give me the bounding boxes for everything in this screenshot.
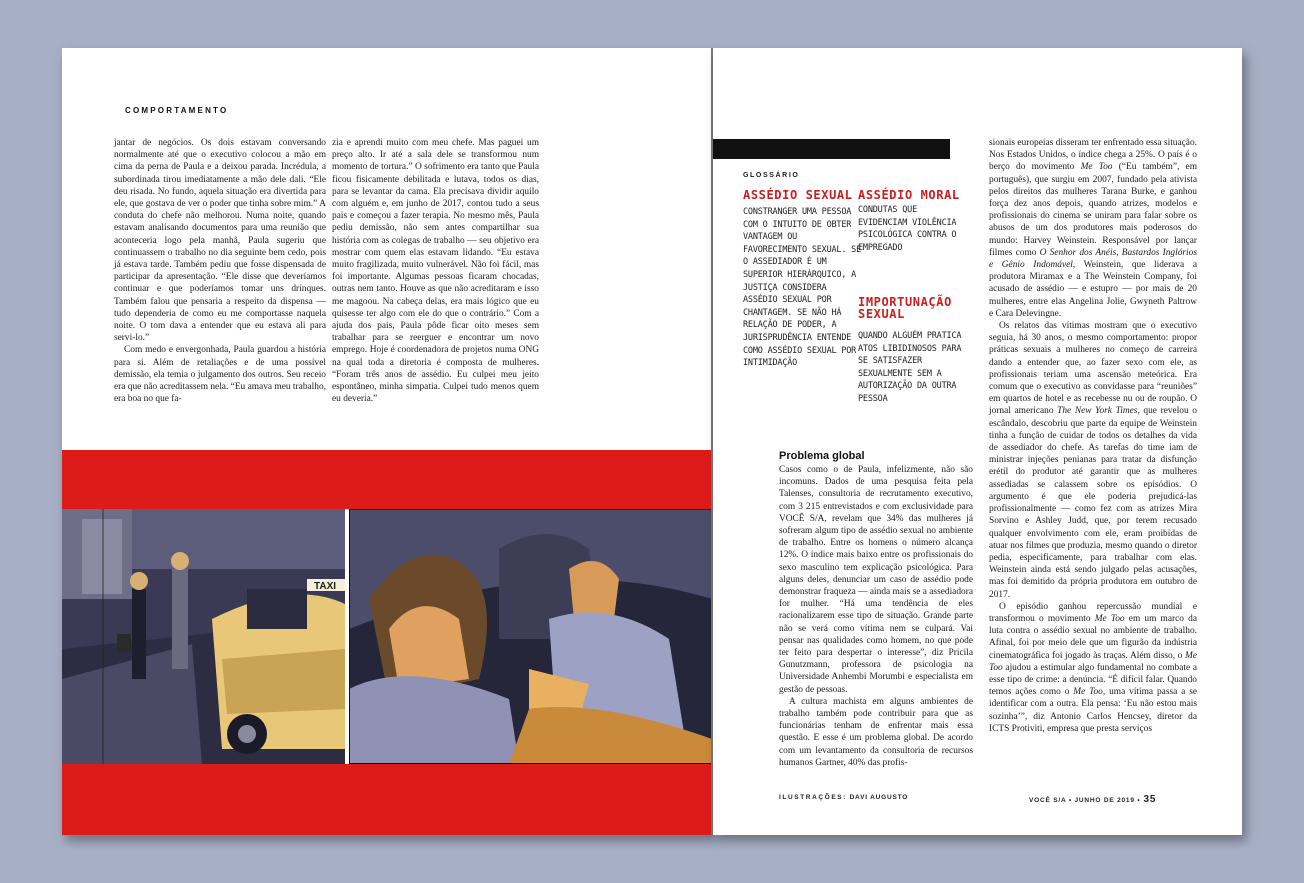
- car-interior-art: [349, 509, 712, 764]
- folio: VOCÊ S/A • JUNHO DE 2019 • 35: [1029, 794, 1157, 805]
- paragraph: jantar de negócios. Os dois estavam conversando normalmente até que o executivo colocou a mão em cima da perna de Paula e a deixou parada. Incrédula, a subordinada tirou imediatamente a mão dele dali. “Ele deu risada. No fundo, aquela situação era divertida para ele, que gostava de ver o poder que tinha sobre mim.” A conduta do chefe não melhorou. Numa noite, quando estavam analisando documentos para uma reunião que aconteceria logo pela manhã, Paula sugeriu que continuassem o trabalho no dia seguinte bem cedo, pois já estava tarde. Também pediu que fosse dispensada de participar da apresentação. “Ele disse que deveríamos continuar e que poderíamos tomar uns drinques. Também falou que pensaria a respeito da dispensa — tudo dependeria de como eu me comportasse naquela noite. O tom dava a entender que eu estava ali para servi-lo.”: [114, 138, 326, 344]
- glossary-definition: CONDUTAS QUE EVIDENCIAM VIOLÊNCIA PSICOLÓGICA CONTRA O EMPREGADO: [858, 205, 957, 253]
- illustration-street-taxi: [62, 509, 345, 764]
- street-taxi-art: [62, 509, 345, 764]
- paragraph: A cultura machista em alguns ambientes de trabalho também pode contribuir para que as funcionárias tenham de enfrentar mais essa questão. E esse é um problema global. De acordo com um levantamento da consultoria de recursos humanos Gartner, 40% das profis-: [779, 696, 973, 768]
- glossary-black-bar: [713, 139, 950, 159]
- right-page: [713, 48, 1242, 835]
- glossary-term-importunacao-sexual: IMPORTUNAÇÃO SEXUAL: [858, 295, 952, 321]
- subheading: Problema global: [779, 450, 865, 462]
- red-band-bottom: [62, 764, 712, 835]
- left-column-1: [114, 137, 326, 405]
- paragraph: O episódio ganhou repercussão mundial e transformou o movimento Me Too em um marco da luta contra o assédio sexual no ambiente de trabalho. Afinal, foi por meio dele que um figurão da indústria cinematográfica foi jogado às traças. Além disso, o Me Too ajudou a estimular algo fundamental no combate a esse tipo de crime: a denúncia. “É difícil falar. Quando temos ações como o Me Too, uma vítima passa a se identificar com a outra. Ela pensa: ‘Eu não estou mais sozinha’”, diz Antonio Carlos Hencsey, diretor da ICTS Protiviti, empresa que presta serviços: [989, 601, 1198, 734]
- right-column-1: [779, 450, 973, 769]
- paragraph: Casos como o de Paula, infelizmente, não são incomuns. Dados de uma pesquisa feita pela Talenses, consultoria de recrutamento executivo, com 3 215 entrevistados e com exclusividade para VOCÊ S/A, revelam que 34% das mulheres já sofreram algum tipo de assédio sexual no ambiente de trabalho. Entre os homens o número alcança 12%. O índice mais baixo entre os profissionais do sexo masculino tem explicação psicológica. Para alguns deles, denunciar um caso de assédio pode demonstrar fraqueza — ainda mais se a assediadora for mulher. “Há uma tendência de eles racionalizarem esse tipo de situação. Grande parte não se verá como vítima nem se culpará. Vai pensar nas qualidades como homem, no que pode ter feito para despertar o interesse”, diz Pricila Gunutzmann, professora de psicologia na Universidade Anhembi Morumbi e especialista em gestão de pessoas.: [779, 465, 973, 695]
- taxi-sign: TAXI: [314, 581, 337, 592]
- red-band-top: [62, 450, 712, 509]
- paragraph: Com medo e envergonhada, Paula guardou a história para si. Além de retaliações e de uma possível demissão, ela temia o julgamento dos outros. Seu receio era que não acreditassem nela. “Eu amava meu trabalho, era boa no que fa-: [114, 345, 326, 405]
- paragraph: sionais europeias disseram ter enfrentado essa situação. Nos Estados Unidos, o índice chega a 25%. O país é o berço do movimento Me Too (“Eu também”, em português), que surgiu em 2007, fundado pela ativista pelos direitos das mulheres Tarana Burke, e ganhou força dez anos depois, quando atrizes, modelos e profissionais do cinema se uniram para falar sobre os abusos de um dos produtores mais poderosos do mundo: Harvey Weinstein. Responsável por lançar filmes como O Senhor dos Anéis, Bastardos Inglórios e Gênio Indomável, Weinstein, que liderava a produtora Miramax e a The Weinstein Company, foi acusado de assédio — e estupro — por mais de 20 mulheres, entre elas Angelina Jolie, Gwyneth Paltrow e Cara Delevingne.: [989, 138, 1197, 319]
- paragraph: Os relatos das vítimas mostram que o executivo seguia, há 30 anos, o mesmo comportamento: propor práticas sexuais a mulheres no começo de carreira dando a entender que, ao fazer sexo com ele, as profissionais teriam uma ascensão meteórica. Era comum que o executivo as convidasse para “reuniões” em quartos de hotel e as recebesse nu ou de roupão. O jornal americano The New York Times, que revelou o escândalo, descobriu que parte da equipe de Weinstein tinha a função de cuidar de todos os detalhes da vida de assediador do chefe. As tarefas do time iam de ministrar injeções penianas para tratar da disfunção erétil do produtor até garantir que as mulheres assediadas se calassem sobre os episódios. O argumento é que ele poderia prejudicá-las profissionalmente — como fez com as atrizes Mira Sorvino e Ashley Judd, que, por terem recusado qualquer envolvimento com ele, eram proibidas de atuar nos filmes que produzia, mesmo quando o diretor pedia, especificamente, para trabalhar com elas. Weinstein ainda está sendo julgado pelas acusações, mas foi demitido da própria produtora em outubro de 2017.: [989, 321, 1197, 600]
- illustration-credit: ILUSTRAÇÕES: DAVI AUGUSTO: [779, 794, 909, 801]
- left-page: [62, 48, 712, 835]
- left-column-2: [332, 137, 539, 405]
- glossary-definition: CONSTRANGER UMA PESSOA COM O INTUITO DE OBTER VANTAGEM OU FAVORECIMENTO SEXUAL. SE O ASSEDIADOR É UM SUPERIOR HIERÁRQUICO, A JUSTIÇA CONSIDERA ASSÉDIO SEXUAL POR CHANTAGEM. SE NÃO HÁ RELAÇÃO DE PODER, A JURISPRUDÊNCIA ENTENDE COMO ASSÉDIO SEXUAL POR INTIMIDAÇÃO: [743, 207, 862, 369]
- paragraph: zia e aprendi muito com meu chefe. Mas paguei um preço alto. Ir até a sala dele se transformou num momento de tortura.” O sofrimento era tanto que Paula ficou fisicamente debilitada e lutava, todos os dias, para se levantar da cama. Ela precisava dividir aquilo com alguém e, em junho de 2017, contou tudo a seus pais e começou a fazer terapia. No mesmo mês, Paula pediu demissão, não sem antes compartilhar sua história com as colegas de trabalho — seu objetivo era mostrar com quem elas estavam lidando. “Eu estava muito fragilizada, muito vulnerável. Não foi fácil, mas foi importante. Algumas pessoas ficaram chocadas, outras nem tanto. Houve as que não acreditaram e isso me magoou. Na cabeça delas, era mais lógico que eu quisesse ter algo com ele do que o contrário.” Com a ajuda dos pais, Paula pôde ficar oito meses sem trabalhar para se reerguer e encontrar um novo emprego. Hoje é coordenadora de projetos numa ONG na qual toda a diretoria é composta de mulheres. “Foram três anos de assédio. Eu culpei meu jeito espontâneo, minha simpatia. Culpei tudo menos quem eu deveria.”: [332, 138, 539, 405]
- section-label: COMPORTAMENTO: [125, 106, 229, 115]
- right-column-2: [989, 137, 1197, 735]
- glossary-definition: QUANDO ALGUÉM PRATICA ATOS LIBIDINOSOS PARA SE SATISFAZER SEXUALMENTE SEM A AUTORIZAÇÃO DA OUTRA PESSOA: [858, 331, 962, 404]
- glossary-term-assedio-moral: ASSÉDIO MORAL: [858, 188, 960, 202]
- glossary-term-assedio-sexual: ASSÉDIO SEXUAL: [743, 188, 853, 202]
- glossary-heading: GLOSSÁRIO: [743, 172, 800, 179]
- illustration-car-interior: [349, 509, 712, 764]
- page-number: 35: [1143, 794, 1157, 805]
